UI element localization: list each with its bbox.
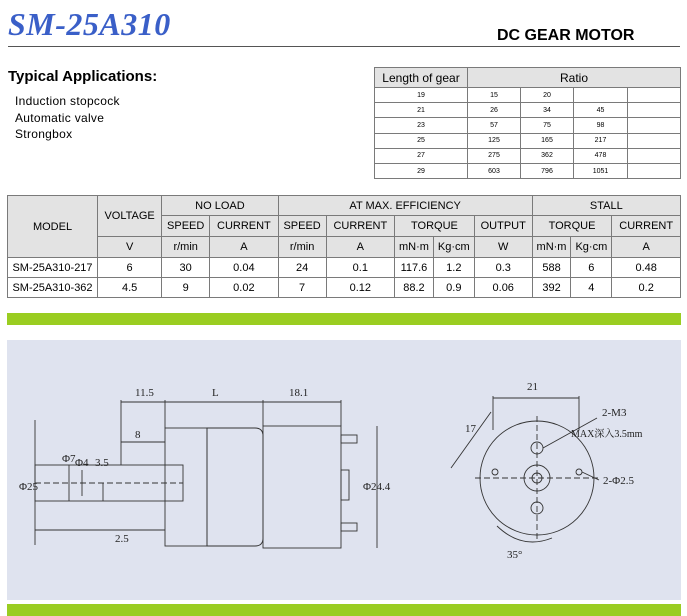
ratio-value xyxy=(574,88,628,103)
spec-value: 0.3 xyxy=(474,258,532,278)
spec-header-stall: STALL xyxy=(532,196,680,216)
motor-can-outline xyxy=(263,426,341,548)
dim-d25-label: Φ25 xyxy=(19,481,39,493)
dim-17-label: 17 xyxy=(465,423,476,435)
spec-value: 0.1 xyxy=(326,258,395,278)
application-item: Automatic valve xyxy=(15,110,105,125)
dim-d24-4-label: Φ24.4 xyxy=(363,481,391,493)
spec-subheader: SPEED xyxy=(278,216,326,237)
spec-subheader: CURRENT xyxy=(210,216,279,237)
rear-bump xyxy=(341,470,349,500)
dim-3-5-label: 3.5 xyxy=(95,457,109,469)
ratio-value xyxy=(628,103,681,118)
ratio-value: 1051 xyxy=(574,163,628,178)
spec-value: 6 xyxy=(571,258,612,278)
dim-l-label: L xyxy=(212,387,219,399)
spec-unit: A xyxy=(210,237,279,258)
table-row xyxy=(375,163,681,178)
dim-8-label: 8 xyxy=(135,429,141,441)
ratio-value: 15 xyxy=(468,88,521,103)
spec-table xyxy=(7,195,681,298)
spec-value: 392 xyxy=(532,278,571,298)
application-item: Induction stopcock xyxy=(15,94,120,108)
spec-header-voltage: VOLTAGE xyxy=(98,196,162,237)
dim-18-1-label: 18.1 xyxy=(289,387,309,399)
ratio-value xyxy=(628,148,681,163)
spec-value: 4 xyxy=(571,278,612,298)
header-divider xyxy=(8,46,680,47)
applications-heading: Typical Applications: xyxy=(8,68,158,85)
ratio-table xyxy=(374,67,681,179)
terminal-bottom xyxy=(341,523,357,531)
spec-subheader: TORQUE xyxy=(395,216,475,237)
spec-header-model: MODEL xyxy=(8,196,98,258)
dim-2-5-label: 2.5 xyxy=(115,533,129,545)
ratio-value: 75 xyxy=(521,118,574,133)
ratio-value: 362 xyxy=(521,148,574,163)
ratio-value: 275 xyxy=(468,148,521,163)
front-hub-circle xyxy=(524,465,550,491)
table-row xyxy=(375,148,681,163)
spec-unit: mN·m xyxy=(532,237,571,258)
dim-d4-label: Φ4 xyxy=(75,457,89,469)
label-depth: MAX深入3.5mm xyxy=(571,429,643,440)
terminal-top xyxy=(341,435,357,443)
spec-subheader: SPEED xyxy=(162,216,210,237)
spec-value: 9 xyxy=(162,278,210,298)
ratio-value: 57 xyxy=(468,118,521,133)
spec-value: 6 xyxy=(98,258,162,278)
spec-subheader: TORQUE xyxy=(532,216,612,237)
spec-value: 88.2 xyxy=(395,278,434,298)
ratio-value xyxy=(628,88,681,103)
table-row xyxy=(375,88,681,103)
gear-length: 19 xyxy=(375,88,468,103)
gear-length: 27 xyxy=(375,148,468,163)
small-hole xyxy=(492,469,498,475)
ratio-value: 217 xyxy=(574,133,628,148)
gearbox-outline xyxy=(165,428,207,546)
table-row xyxy=(375,103,681,118)
spec-value: 0.06 xyxy=(474,278,532,298)
ratio-value: 34 xyxy=(521,103,574,118)
ratio-header-ratio: Ratio xyxy=(468,68,681,88)
spec-value: 0.2 xyxy=(612,278,681,298)
ratio-value: 98 xyxy=(574,118,628,133)
ratio-value: 125 xyxy=(468,133,521,148)
ratio-value: 26 xyxy=(468,103,521,118)
spec-value: 1.2 xyxy=(433,258,474,278)
table-row xyxy=(375,118,681,133)
spec-subheader: CURRENT xyxy=(326,216,395,237)
ratio-value: 796 xyxy=(521,163,574,178)
gear-length: 29 xyxy=(375,163,468,178)
ratio-header-gear: Length of gear xyxy=(375,68,468,88)
spec-subheader: CURRENT xyxy=(612,216,681,237)
product-title: SM-25A310 xyxy=(8,6,171,42)
ratio-value xyxy=(628,118,681,133)
spec-header-max-efficiency: AT MAX. EFFICIENCY xyxy=(278,196,532,216)
spec-value: 117.6 xyxy=(395,258,434,278)
leader-hole xyxy=(582,472,599,480)
table-row xyxy=(8,258,681,278)
spec-value: 0.12 xyxy=(326,278,395,298)
dim-d7-label: Φ7 xyxy=(62,453,76,465)
technical-drawing xyxy=(7,340,681,600)
spec-unit: A xyxy=(326,237,395,258)
ratio-value: 165 xyxy=(521,133,574,148)
applications-list xyxy=(15,93,120,143)
spec-value: 0.9 xyxy=(433,278,474,298)
spec-unit: r/min xyxy=(278,237,326,258)
gear-length: 25 xyxy=(375,133,468,148)
spec-unit: V xyxy=(98,237,162,258)
label-m3: 2-M3 xyxy=(602,407,627,419)
spec-model: SM-25A310-362 xyxy=(8,278,98,298)
spec-model: SM-25A310-217 xyxy=(8,258,98,278)
spec-value: 7 xyxy=(278,278,326,298)
spec-header-no-load: NO LOAD xyxy=(162,196,278,216)
spec-unit: r/min xyxy=(162,237,210,258)
spec-value: 0.04 xyxy=(210,258,279,278)
gearbox-ring-outline xyxy=(207,428,263,546)
spec-unit: A xyxy=(612,237,681,258)
ratio-value: 20 xyxy=(521,88,574,103)
product-subtitle: DC GEAR MOTOR xyxy=(497,27,635,44)
spec-subheader: OUTPUT xyxy=(474,216,532,237)
spec-unit: mN·m xyxy=(395,237,434,258)
bottom-divider-bar xyxy=(7,604,681,616)
spec-value: 24 xyxy=(278,258,326,278)
label-angle: 35° xyxy=(507,549,523,561)
dimension-line-17 xyxy=(451,412,491,468)
label-hole: 2-Φ2.5 xyxy=(603,475,634,487)
dim-11-5-label: 11.5 xyxy=(135,387,154,399)
ratio-value: 603 xyxy=(468,163,521,178)
drawing-panel xyxy=(7,340,681,600)
spec-unit: W xyxy=(474,237,532,258)
ratio-value: 478 xyxy=(574,148,628,163)
ratio-value: 45 xyxy=(574,103,628,118)
section-divider-bar xyxy=(7,313,681,325)
spec-value: 0.02 xyxy=(210,278,279,298)
spec-value: 30 xyxy=(162,258,210,278)
table-row xyxy=(375,133,681,148)
table-row xyxy=(8,278,681,298)
gear-length: 21 xyxy=(375,103,468,118)
small-hole xyxy=(576,469,582,475)
dim-21-label: 21 xyxy=(527,381,538,393)
gear-length: 23 xyxy=(375,118,468,133)
spec-value: 4.5 xyxy=(98,278,162,298)
spec-unit: Kg·cm xyxy=(571,237,612,258)
spec-value: 0.48 xyxy=(612,258,681,278)
ratio-value xyxy=(628,163,681,178)
ratio-value xyxy=(628,133,681,148)
spec-value: 588 xyxy=(532,258,571,278)
application-item: Strongbox xyxy=(15,127,73,141)
spec-unit: Kg·cm xyxy=(433,237,474,258)
